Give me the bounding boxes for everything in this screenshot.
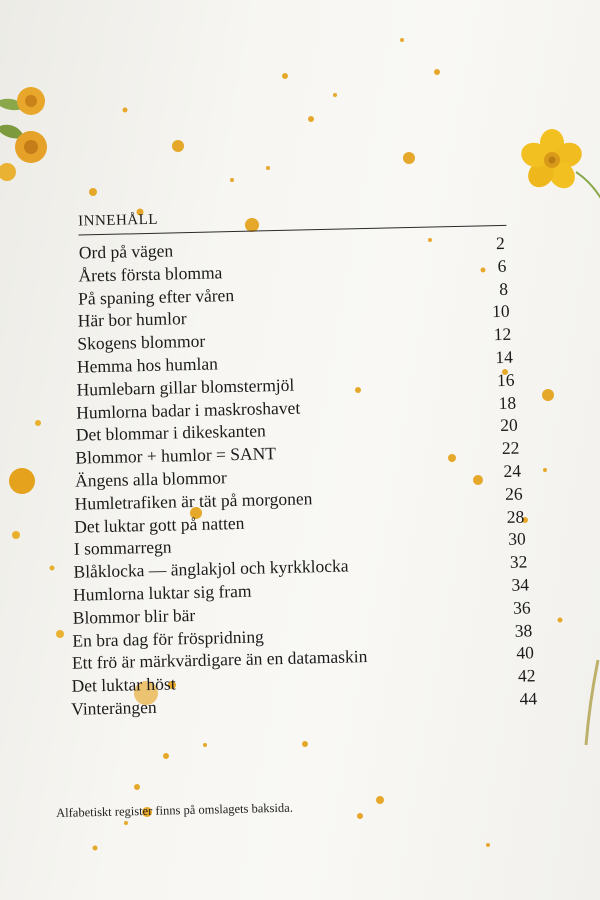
toc-entry-title: Humletrafiken är tät på morgonen <box>74 488 313 514</box>
toc-entry-page-number: 18 <box>498 392 517 413</box>
toc-entry-page-number: 28 <box>506 506 525 527</box>
toc-entry-page-number: 44 <box>519 688 538 709</box>
toc-entry-page-number: 38 <box>514 619 533 641</box>
toc-entry-title: Ord på vägen <box>78 240 174 263</box>
toc-entry-title: Hemma hos humlan <box>76 353 219 377</box>
toc-entry-title: Humlebarn gillar blomstermjöl <box>76 374 295 400</box>
stem <box>586 660 598 745</box>
toc-entry-title: En bra dag för fröspridning <box>72 625 265 651</box>
yellow-flower-icon <box>518 129 600 200</box>
toc-entry-title: Det luktar gott på natten <box>74 512 245 537</box>
toc-entry-title: Här bor humlor <box>77 308 187 331</box>
toc-entry-page-number: 14 <box>495 346 514 368</box>
toc-entry-page-number: 12 <box>493 323 512 345</box>
toc-entry-page-number: 40 <box>516 642 535 664</box>
toc-entry-page-number: 32 <box>509 551 528 572</box>
toc-entry-page-number: 34 <box>511 574 530 595</box>
toc-entry-page-number: 2 <box>495 232 505 254</box>
toc-heading: INNEHÅLL <box>77 211 159 230</box>
toc-entry-page-number: 36 <box>512 597 531 618</box>
toc-entry-page-number: 8 <box>499 278 509 299</box>
toc-entry-page-number: 6 <box>497 255 507 276</box>
toc-entry-page-number: 20 <box>499 415 518 436</box>
toc-entry-title: Blommor + humlor = SANT <box>75 443 277 468</box>
table-of-contents <box>58 203 539 720</box>
toc-entry-title: Ängens alla blommor <box>74 467 227 491</box>
toc-entry-title: Ett frö är märkvärdigare än en datamaskin <box>71 646 368 674</box>
toc-entry-title: Vinterängen <box>71 696 157 719</box>
left-flower-cluster <box>0 87 47 181</box>
paint-splatter <box>9 468 35 494</box>
toc-entry-title: Blommor blir bär <box>72 604 196 628</box>
toc-entry-title: I sommarregn <box>73 536 172 560</box>
toc-entry-page-number: 22 <box>501 437 520 459</box>
toc-entry-title: Skogens blommor <box>77 330 206 354</box>
toc-entry-title: Humlorna badar i maskroshavet <box>75 397 301 423</box>
toc-entry-title: Blåklocka — änglakjol och kyrkklocka <box>73 555 349 582</box>
index-footnote: Alfabetiskt register finns på omslagets baksida. <box>56 800 294 820</box>
toc-entry-page-number: 26 <box>504 483 523 504</box>
toc-entry-page-number: 10 <box>491 301 510 322</box>
toc-entry-page-number: 30 <box>508 528 527 550</box>
toc-entry-page-number: 16 <box>496 369 515 390</box>
toc-list <box>59 231 540 720</box>
toc-entry-title: Det luktar höst <box>71 673 176 696</box>
toc-entry-page-number: 42 <box>517 665 536 686</box>
toc-entry-title: Humlorna luktar sig fram <box>72 580 252 605</box>
toc-entry-title: Det blommar i dikeskanten <box>75 420 267 446</box>
toc-entry-page-number: 24 <box>503 460 522 481</box>
toc-entry-title: På spaning efter våren <box>77 284 235 309</box>
toc-entry-title: Årets första blomma <box>78 262 223 286</box>
